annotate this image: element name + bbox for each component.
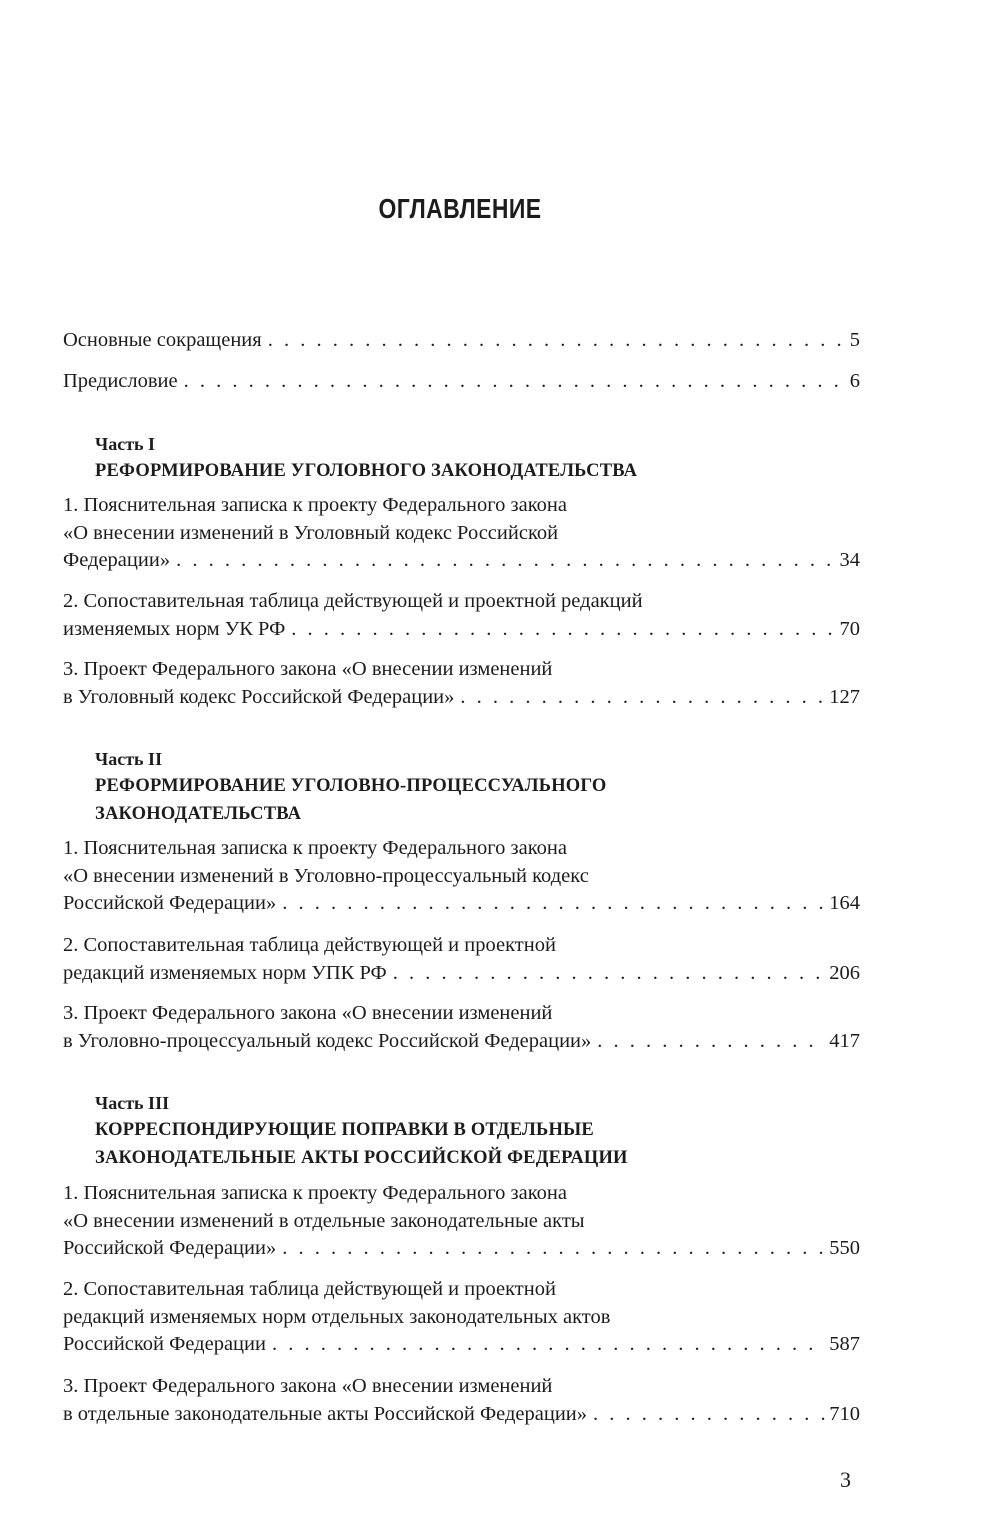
toc-entry-line	[63, 616, 860, 644]
dot-leader	[393, 960, 827, 988]
dot-leader	[593, 1401, 826, 1429]
toc-entry-text: «О внесении изменений в Уголовно-процессуальный кодекс	[63, 864, 589, 887]
toc-entry-line	[63, 1331, 860, 1359]
toc-entry-part3-item2[interactable]	[63, 1276, 860, 1359]
toc-page-number: 127	[829, 685, 860, 708]
page-title: ОГЛАВЛЕНИЕ	[378, 193, 542, 224]
toc-entry-text: 3. Проект Федерального закона «О внесении изменений	[63, 1002, 553, 1024]
toc-entry-line	[63, 960, 860, 988]
toc-entry-text: Основные сокращения	[63, 329, 262, 351]
toc-entry-text: Российской Федерации	[63, 1333, 266, 1355]
toc-entry-abbreviations[interactable]	[63, 327, 860, 355]
toc-entry-text: 1. Пояснительная записка к проекту Федерального закона	[63, 1182, 567, 1204]
toc-entry-part1-item3[interactable]	[63, 656, 860, 711]
toc-page-number: 70	[839, 617, 860, 640]
dot-leader	[460, 684, 826, 712]
toc-entry-part3-item1[interactable]	[63, 1180, 860, 1263]
toc-entry-part1-item2[interactable]	[63, 588, 860, 643]
toc-entry-text: 2. Сопоставительная таблица действующей и проектной редакций	[63, 590, 643, 612]
toc-entry-text: Федерации»	[63, 549, 171, 571]
toc-entry-text: Российской Федерации»	[63, 892, 277, 914]
dot-leader	[184, 368, 847, 396]
toc-entry-text: Российской Федерации»	[63, 1237, 277, 1259]
toc-entry-part2-item1[interactable]	[63, 835, 860, 918]
part-label: Часть III	[95, 1093, 170, 1113]
part-title: КОРРЕСПОНДИРУЮЩИЕ ПОПРАВКИ В ОТДЕЛЬНЫЕ	[95, 1120, 594, 1140]
part-3-header	[95, 1090, 895, 1172]
toc-entry-line	[63, 1401, 860, 1429]
toc-page-number: 164	[829, 892, 860, 914]
toc-entry-text: Предисловие	[63, 370, 178, 392]
dot-leader	[291, 616, 836, 644]
part-title: ЗАКОНОДАТЕЛЬНЫЕ АКТЫ РОССИЙСКОЙ ФЕДЕРАЦИИ	[95, 1148, 628, 1168]
part-title: ЗАКОНОДАТЕЛЬСТВА	[95, 804, 302, 824]
dot-leader	[282, 890, 826, 918]
part-title: РЕФОРМИРОВАНИЕ УГОЛОВНО-ПРОЦЕССУАЛЬНОГО	[95, 776, 607, 796]
page-number: 3	[840, 1467, 851, 1492]
toc-entry-text: редакций изменяемых норм УПК РФ	[63, 961, 387, 984]
toc-entry-text: изменяемых норм УК РФ	[63, 617, 286, 640]
dot-leader	[272, 1331, 826, 1359]
toc-entry-text: «О внесении изменений в Уголовный кодекс Российской	[63, 521, 559, 544]
dot-leader	[597, 1028, 826, 1056]
part-title: РЕФОРМИРОВАНИЕ УГОЛОВНОГО ЗАКОНОДАТЕЛЬСТВА	[95, 461, 638, 481]
toc-entry-text: редакций изменяемых норм отдельных законодательных актов	[63, 1305, 611, 1328]
toc-page-number: 34	[839, 549, 860, 571]
dot-leader	[282, 1235, 826, 1263]
part-label: Часть I	[95, 434, 156, 454]
toc-entry-line	[63, 684, 860, 712]
toc-entry-text: 3. Проект Федерального закона «О внесении изменений	[63, 1375, 553, 1397]
toc-entry-line	[63, 1028, 860, 1056]
part-2-header	[95, 746, 895, 828]
dot-leader	[176, 547, 836, 575]
toc-entry-text: 1. Пояснительная записка к проекту Федерального закона	[63, 837, 567, 859]
toc-entry-text: в Уголовно-процессуальный кодекс Российской Федерации»	[63, 1029, 592, 1052]
toc-entry-part1-item1[interactable]	[63, 492, 860, 575]
toc-page-number: 417	[829, 1029, 860, 1052]
toc-entry-text: 1. Пояснительная записка к проекту Федерального закона	[63, 494, 567, 516]
toc-entry-part2-item2[interactable]	[63, 932, 860, 987]
toc-entry-text: в отдельные законодательные акты Российской Федерации»	[63, 1402, 588, 1425]
toc-entry-text: 2. Сопоставительная таблица действующей и проектной	[63, 1278, 556, 1300]
part-label: Часть II	[95, 749, 163, 769]
toc-page-number: 206	[829, 961, 860, 984]
toc-page-number: 550	[829, 1237, 860, 1259]
toc-page-number: 587	[829, 1333, 860, 1355]
toc-page-number: 5	[849, 329, 860, 351]
dot-leader	[268, 327, 847, 355]
toc-entry-line	[63, 368, 860, 396]
toc-entry-text: 3. Проект Федерального закона «О внесении изменений	[63, 658, 553, 680]
toc-entry-preface[interactable]	[63, 368, 860, 396]
toc-entry-part2-item3[interactable]	[63, 1000, 860, 1055]
part-1-header	[95, 431, 895, 485]
toc-entry-text: в Уголовный кодекс Российской Федерации»	[63, 685, 455, 708]
toc-entry-text: 2. Сопоставительная таблица действующей и проектной	[63, 934, 556, 956]
toc-entry-part3-item3[interactable]	[63, 1373, 860, 1428]
toc-entry-text: «О внесении изменений в отдельные законодательные акты	[63, 1209, 585, 1232]
toc-page-number: 710	[829, 1402, 860, 1425]
toc-entry-line	[63, 547, 860, 575]
toc-entry-line	[63, 890, 860, 918]
toc-entry-line	[63, 327, 860, 355]
toc-entry-line	[63, 1235, 860, 1263]
toc-page-number: 6	[849, 370, 860, 392]
